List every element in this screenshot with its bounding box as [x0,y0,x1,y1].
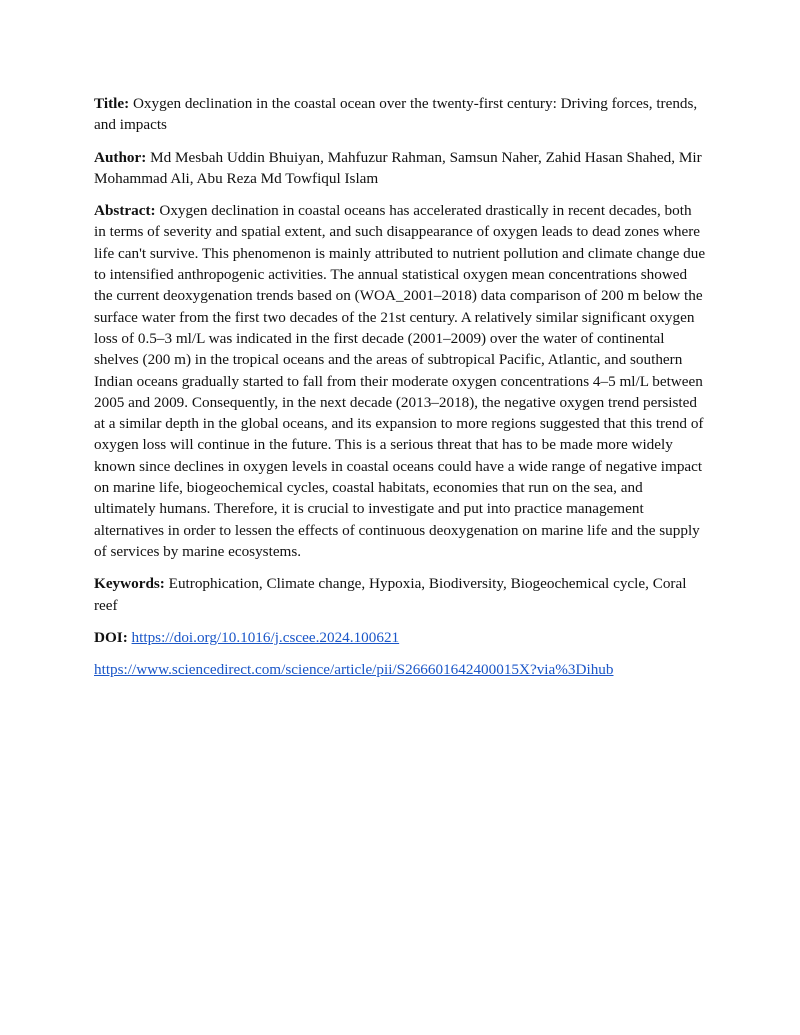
keywords-paragraph [94,573,706,616]
keywords-text: Eutrophication, Climate change, Hypoxia, Biodiversity, Biogeochemical cycle, Coral reef [94,575,687,614]
doi-link[interactable]: https://doi.org/10.1016/j.cscee.2024.100621 [131,628,400,646]
document-page [94,93,706,691]
author-label: Author: [94,148,147,166]
keywords-label: Keywords: [94,575,165,593]
doi-paragraph [94,627,706,648]
source-paragraph [94,659,706,680]
title-paragraph [94,93,706,136]
title-label: Title: [94,95,130,112]
abstract-label: Abstract: [94,202,156,220]
doi-label: DOI: [94,628,128,646]
sciencedirect-link[interactable]: https://www.sciencedirect.com/science/article/pii/S266601642400015X?via%3Dihub [94,661,614,679]
author-paragraph [94,147,706,190]
abstract-text: Oxygen declination in coastal oceans has accelerated drastically in recent decades, both in terms of severity and spatial extent, and such disappearance of oxygen leads to dead zones where life can't survive. This phenomenon is mainly attributed to nutrient pollution and climate change due to intensified anthropogenic activities. The annual statistical oxygen mean concentrations showed the current deoxygenation trends based on (WOA_2001–2018) data comparison of 200 m below the surface water from the first two decades of the 21st century. A relatively similar significant oxygen loss of 0.5–3 ml/L was indicated in the first decade (2001–2009) over the water of continental shelves (200 m) in the tropical oceans and the areas of subtropical Pacific, Atlantic, and southern Indian oceans gradually started to fall from their moderate oxygen concentrations 4–5 ml/L between 2005 and 2009. Consequently, in the next decade (2013–2018), the negative oxygen trend persisted at a similar depth in the global oceans, and its expansion to more regions suggested that this trend of oxygen loss will continue in the future. This is a serious threat that has to be made more widely known since declines in oxygen levels in coastal oceans could have a wide range of negative impact on marine life, biogeochemical cycles, coastal habitats, economies that run on the sea, and ultimately humans. Therefore, it is crucial to investigate and put into practice management alternatives in order to lessen the effects of continuous deoxygenation on marine life and the supply of services by marine ecosystems. [94,202,706,560]
title-text: Oxygen declination in the coastal ocean over the twenty-first century: Driving forces, trends, and impacts [94,95,698,134]
abstract-paragraph [94,200,706,562]
author-text: Md Mesbah Uddin Bhuiyan, Mahfuzur Rahman, Samsun Naher, Zahid Hasan Shahed, Mir Mohammad Ali, Abu Reza Md Towfiqul Islam [94,148,702,187]
